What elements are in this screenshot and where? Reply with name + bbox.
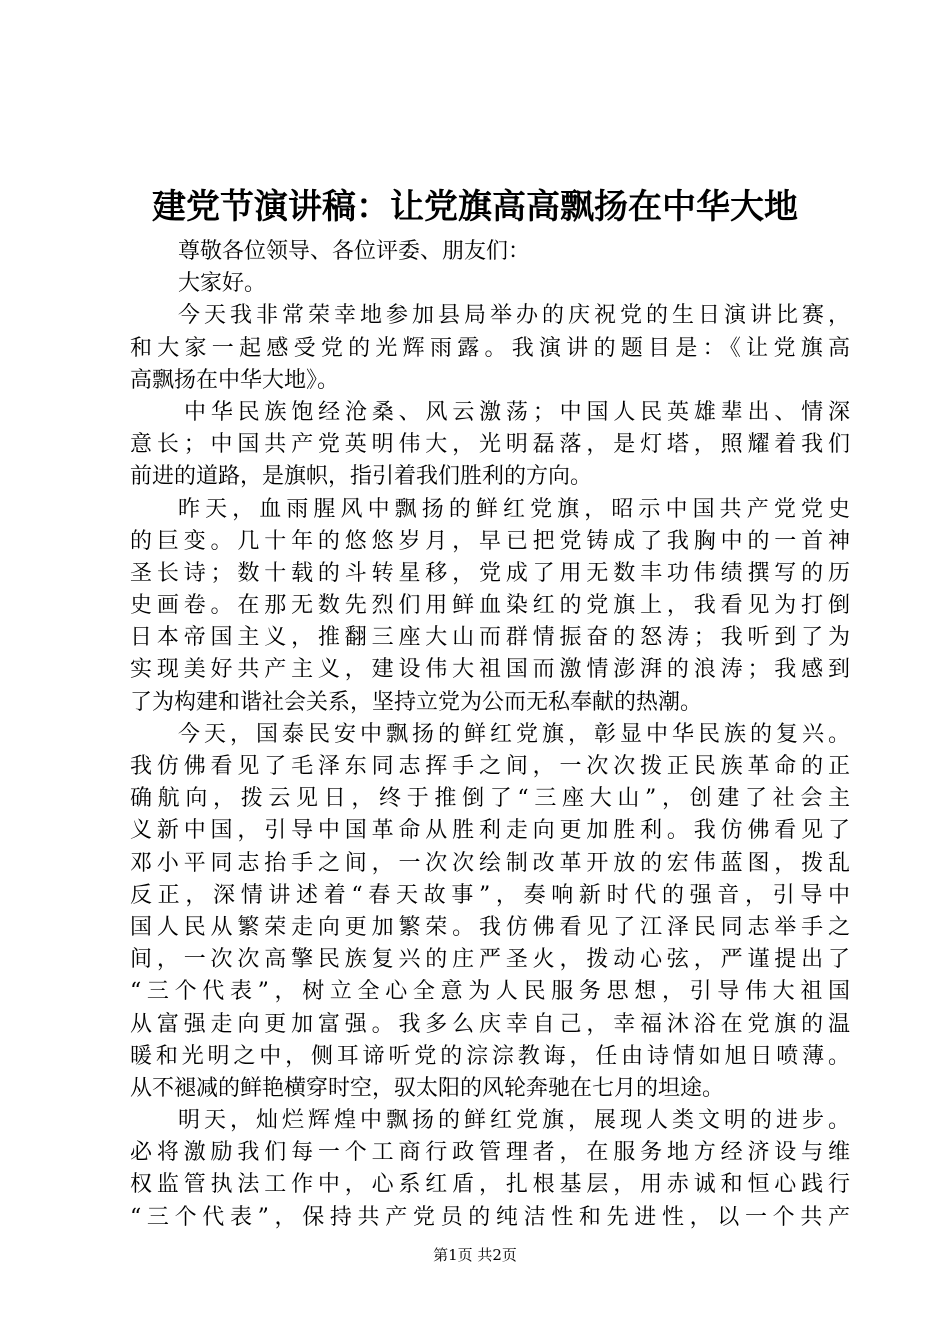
- paragraph-line: 今天，国泰民安中飘扬的鲜红党旗，彰显中华民族的复兴。: [178, 721, 850, 747]
- paragraph-line: 反正，深情讲述着“春天故事”，奏响新时代的强音，引导中: [130, 882, 850, 908]
- paragraph-line: 必将激励我们每一个工商行政管理者，在服务地方经济设与维: [130, 1140, 850, 1166]
- paragraph-line: 中华民族饱经沧桑、风云激荡；中国人民英雄辈出、情深: [184, 399, 850, 425]
- paragraph-line: 明天，灿烂辉煌中飘扬的鲜红党旗，展现人类文明的进步。: [178, 1108, 850, 1134]
- paragraph-line: 的巨变。几十年的悠悠岁月，早已把党铸成了我胸中的一首神: [130, 528, 850, 554]
- paragraph-line: 邓小平同志抬手之间，一次次绘制改革开放的宏伟蓝图，拨乱: [130, 850, 850, 876]
- paragraph-line: 了为构建和谐社会关系，坚持立党为公而无私奉献的热潮。: [130, 689, 703, 715]
- greeting-line: 大家好。: [178, 271, 267, 297]
- paragraph-line: 和大家一起感受党的光辉雨露。我演讲的题目是：《让党旗高: [130, 335, 850, 361]
- paragraph-line: 间，一次次高擎民族复兴的庄严圣火，拨动心弦，严谨提出了: [130, 947, 850, 973]
- paragraph-line: 我仿佛看见了毛泽东同志挥手之间，一次次拨正民族革命的正: [130, 754, 850, 779]
- paragraph-line: 从富强走向更加富强。我多么庆幸自己，幸福沐浴在党旗的温: [130, 1011, 850, 1037]
- document-title: 建党节演讲稿：让党旗高高飘扬在中华大地: [152, 187, 798, 227]
- paragraph-line: 今天我非常荣幸地参加县局举办的庆祝党的生日演讲比赛，: [178, 303, 850, 329]
- paragraph-line: 昨天，血雨腥风中飘扬的鲜红党旗，昭示中国共产党党史: [178, 496, 850, 522]
- paragraph-line: 义新中国，引导中国革命从胜利走向更加胜利。我仿佛看见了: [130, 818, 850, 844]
- paragraph-line: 权监管执法工作中，心系红盾，扎根基层，用赤诚和恒心践行: [130, 1172, 850, 1198]
- paragraph-line: “三个代表”，保持共产党员的纯洁性和先进性，以一个共产: [130, 1204, 850, 1230]
- paragraph-line: 实现美好共产主义，建设伟大祖国而激情澎湃的浪涛；我感到: [130, 657, 850, 683]
- paragraph-line: 史画卷。在那无数先烈们用鲜血染红的党旗上，我看见为打倒: [130, 593, 850, 619]
- document-body: [130, 236, 850, 1234]
- paragraph-line: 确航向，拨云见日，终于推倒了“三座大山”，创建了社会主: [130, 786, 850, 812]
- paragraph-line: 圣长诗；数十载的斗转星移，党成了用无数丰功伟绩撰写的历: [130, 560, 850, 586]
- paragraph-line: 前进的道路，是旗帜，指引着我们胜利的方向。: [130, 464, 593, 490]
- paragraph-line: 国人民从繁荣走向更加繁荣。我仿佛看见了江泽民同志举手之: [130, 914, 850, 940]
- paragraph-line: 高飘扬在中华大地》。: [130, 367, 340, 393]
- paragraph-line: “三个代表”，树立全心全意为人民服务思想，引导伟大祖国: [130, 979, 850, 1005]
- paragraph-line: 暖和光明之中，侧耳谛听党的淙淙教诲，任由诗情如旭日喷薄。: [130, 1043, 850, 1069]
- paragraph-line: 从不褪减的鲜艳横穿时空，驭太阳的风轮奔驰在七月的坦途。: [130, 1075, 725, 1101]
- salutation-line: 尊敬各位领导、各位评委、朋友们：: [178, 239, 531, 264]
- paragraph-line: 日本帝国主义，推翻三座大山而群情振奋的怒涛；我听到了为: [130, 625, 850, 651]
- paragraph-line: 意长；中国共产党英明伟大，光明磊落，是灯塔，照耀着我们: [130, 432, 850, 458]
- page-number-footer: 第1页 共2页: [433, 1246, 517, 1264]
